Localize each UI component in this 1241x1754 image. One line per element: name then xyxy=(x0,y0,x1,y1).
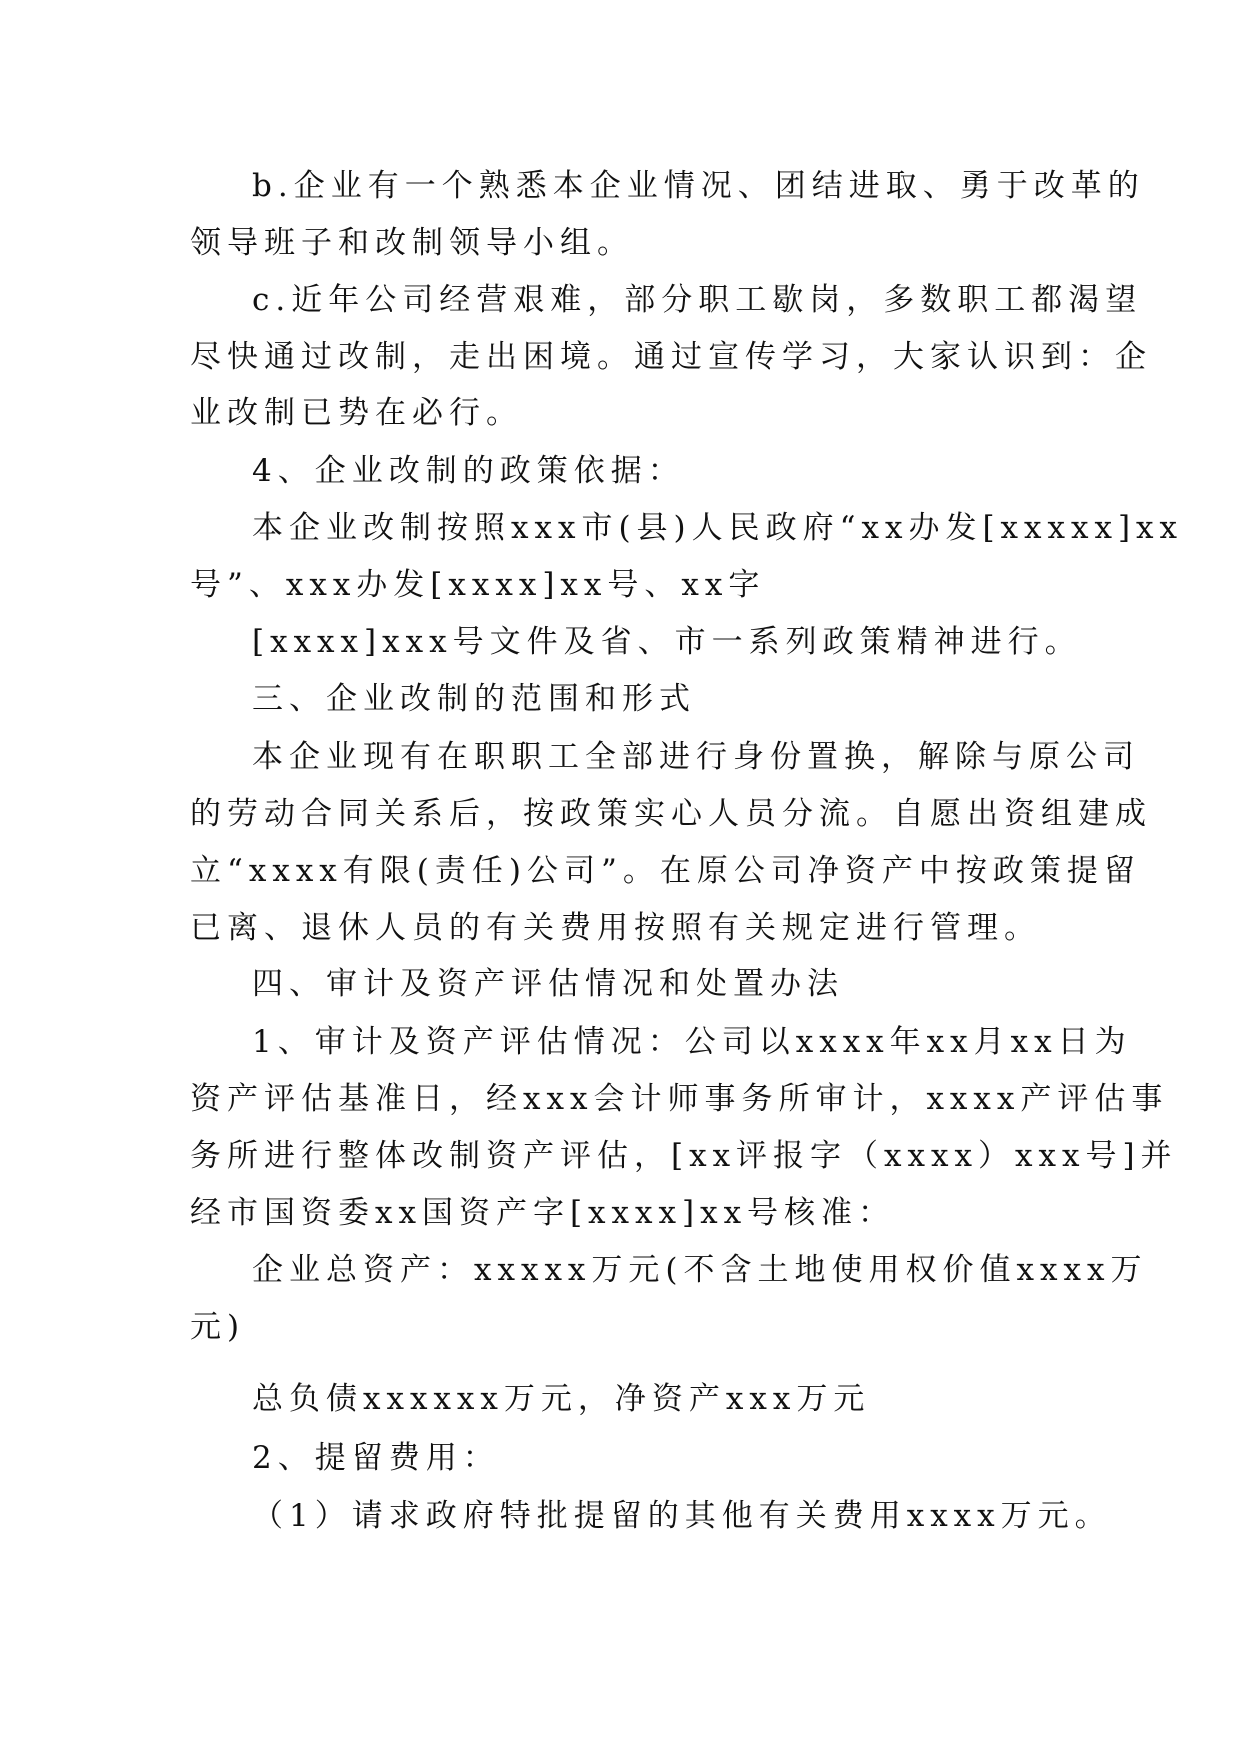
list-item: （1）请求政府特批提留的其他有关费用xxxx万元。 xyxy=(252,1498,1112,1534)
section-heading: 四、审计及资产评估情况和处置办法 xyxy=(252,966,844,1002)
paragraph-line: 领导班子和改制领导小组。 xyxy=(190,225,634,261)
section-heading: 三、企业改制的范围和形式 xyxy=(252,681,696,717)
paragraph-line: 资产评估基准日，经xxx会计师事务所审计，xxxx产评估事 xyxy=(190,1081,1169,1117)
paragraph-line: 经市国资委xx国资产字[xxxx]xx号核准： xyxy=(190,1195,896,1231)
paragraph-line: 本企业现有在职职工全部进行身份置换，解除与原公司 xyxy=(252,739,1140,775)
paragraph-line: b.企业有一个熟悉本企业情况、团结进取、勇于改革的 xyxy=(252,168,1145,204)
paragraph-line: 企业总资产：xxxxx万元(不含土地使用权价值xxxx万 xyxy=(252,1252,1148,1288)
paragraph-line: 的劳动合同关系后，按政策实心人员分流。自愿出资组建成 xyxy=(190,796,1152,832)
paragraph-line: 总负债xxxxxx万元，净资产xxx万元 xyxy=(252,1381,871,1417)
paragraph-line: 号”、xxx办发[xxxx]xx号、xx字 xyxy=(190,567,766,603)
paragraph-line: 业改制已势在必行。 xyxy=(190,395,523,431)
paragraph-line: [xxxx]xxx号文件及省、市一系列政策精神进行。 xyxy=(252,624,1082,660)
paragraph-line: 已离、退休人员的有关费用按照有关规定进行管理。 xyxy=(190,910,1041,946)
section-heading: 4、企业改制的政策依据： xyxy=(252,453,685,489)
section-heading: 2、提留费用： xyxy=(252,1440,500,1476)
paragraph-line: 元) xyxy=(190,1309,246,1345)
paragraph-line: 务所进行整体改制资产评估，[xx评报字（xxxx）xxx号]并 xyxy=(190,1138,1178,1174)
paragraph-line: 本企业改制按照xxx市(县)人民政府“xx办发[xxxxx]xx xyxy=(252,510,1184,546)
paragraph-line: 立“xxxx有限(责任)公司”。在原公司净资产中按政策提留 xyxy=(190,853,1141,889)
paragraph-line: c.近年公司经营艰难，部分职工歇岗，多数职工都渴望 xyxy=(252,282,1143,318)
paragraph-line: 1、审计及资产评估情况：公司以xxxx年xx月xx日为 xyxy=(252,1024,1132,1060)
paragraph-line: 尽快通过改制，走出困境。通过宣传学习，大家认识到：企 xyxy=(190,339,1152,375)
